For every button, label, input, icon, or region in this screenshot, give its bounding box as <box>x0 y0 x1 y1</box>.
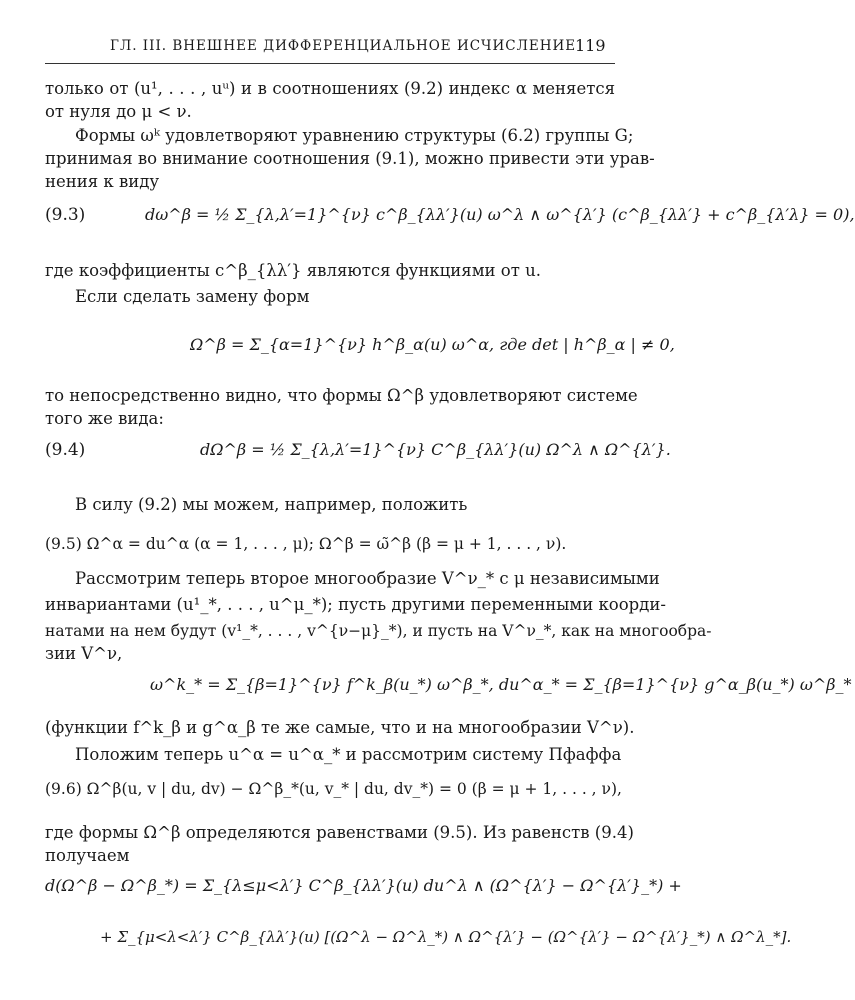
text-line: нения к виду <box>45 172 160 191</box>
equation-final-line-2: + Σ_{μ<λ<λ′} C^β_{λλ′}(u) [(Ω^λ − Ω^λ_*) ∧ Ω^{λ′} − (Ω^{λ′} − Ω^{λ′}_*) ∧ Ω^λ_*]. <box>100 928 792 946</box>
text-line: Если сделать замену форм <box>75 287 310 306</box>
equation-9-3: dω^β = ½ Σ_{λ,λ′=1}^{ν} c^β_{λλ′}(u) ω^λ ∧ ω^{λ′} (c^β_{λλ′} + c^β_{λ′λ} = 0), <box>145 205 855 224</box>
text-line: принимая во внимание соотношения (9.1), можно привести эти урав- <box>45 149 655 168</box>
text-line: получаем <box>45 846 130 865</box>
text-line: зии V^ν, <box>45 644 123 663</box>
running-header: ГЛ. III. ВНЕШНЕЕ ДИФФЕРЕНЦИАЛЬНОЕ ИСЧИСЛЕНИЕ <box>110 38 577 54</box>
text-line: где коэффициенты c^β_{λλ′} являются функциями от u. <box>45 261 541 280</box>
text-line: того же вида: <box>45 409 164 428</box>
text-line: от нуля до μ < ν. <box>45 102 192 121</box>
text-line: инвариантами (u¹_*, . . . , u^μ_*); пусть другими переменными коорди- <box>45 595 666 614</box>
text-line: то непосредственно видно, что формы Ω^β удовлетворяют системе <box>45 386 638 405</box>
equation-9-4: dΩ^β = ½ Σ_{λ,λ′=1}^{ν} C^β_{λλ′}(u) Ω^λ ∧ Ω^{λ′}. <box>200 440 671 459</box>
header-rule <box>45 63 615 64</box>
page-number: 119 <box>575 36 606 55</box>
text-line: где формы Ω^β определяются равенствами (9.5). Из равенств (9.4) <box>45 823 634 842</box>
text-line: натами на нем будут (v¹_*, . . . , v^{ν−μ}_*), и пусть на V^ν_*, как на многообра- <box>45 622 712 640</box>
equation-9-6: (9.6) Ω^β(u, v | du, dv) − Ω^β_*(u, v_* | du, dv_*) = 0 (β = μ + 1, . . . , ν), <box>45 780 622 798</box>
equation-number: (9.3) <box>45 205 86 225</box>
equation-omega-star: ω^k_* = Σ_{β=1}^{ν} f^k_β(u_*) ω^β_*, du^α_* = Σ_{β=1}^{ν} g^α_β(u_*) ω^β_* <box>150 675 852 694</box>
equation-9-5: (9.5) Ω^α = du^α (α = 1, . . . , μ); Ω^β = ω̃^β (β = μ + 1, . . . , ν). <box>45 535 567 553</box>
text-line: Положим теперь u^α = u^α_* и рассмотрим систему Пфаффа <box>75 745 622 764</box>
equation-omega-definition: Ω^β = Σ_{α=1}^{ν} h^β_α(u) ω^α, где det | h^β_α | ≠ 0, <box>190 335 675 354</box>
equation-final-line-1: d(Ω^β − Ω^β_*) = Σ_{λ≤μ<λ′} C^β_{λλ′}(u) du^λ ∧ (Ω^{λ′} − Ω^{λ′}_*) + <box>45 876 682 895</box>
text-line: Формы ωᵏ удовлетворяют уравнению структуры (6.2) группы G; <box>75 126 634 145</box>
text-line: В силу (9.2) мы можем, например, положить <box>75 495 468 514</box>
text-line: только от (u¹, . . . , uᵘ) и в соотношениях (9.2) индекс α меняется <box>45 79 615 98</box>
text-line: (функции f^k_β и g^α_β те же самые, что и на многообразии V^ν). <box>45 718 635 737</box>
equation-number: (9.4) <box>45 440 86 460</box>
text-line: Рассмотрим теперь второе многообразие V^ν_* с μ независимыми <box>75 569 660 588</box>
